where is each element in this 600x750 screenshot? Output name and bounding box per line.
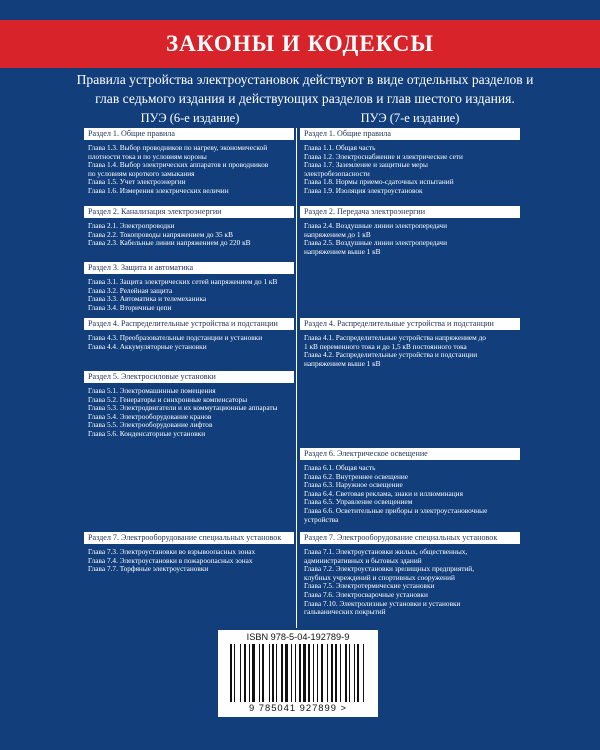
chapter-line: Глава 5.6. Конденсаторные установки bbox=[88, 428, 206, 438]
column-divider bbox=[296, 128, 297, 628]
chapter-line: Глава 3.3. Автоматика и телемеханика bbox=[88, 294, 207, 304]
section-title: Раздел 4. Распределительные устройства и подстанции bbox=[84, 318, 294, 330]
barcode-bar bbox=[299, 644, 301, 702]
chapter-line: Глава 1.7. Заземление и защитные меры bbox=[304, 160, 428, 170]
chapter-line: Глава 7.3. Электроустановки во взрывоопасных зонах bbox=[88, 547, 256, 556]
chapter-line: Глава 7.7. Торфяные электроустановки bbox=[88, 564, 209, 574]
chapter-line: Глава 5.3. Электродвигатели и их коммутационные аппараты bbox=[88, 403, 278, 413]
barcode-bar bbox=[303, 644, 306, 702]
barcode-gap bbox=[323, 644, 326, 702]
chapter-line: Глава 5.2. Генераторы и синхронные компенсаторы bbox=[88, 394, 248, 404]
section-title: Раздел 3. Защита и автоматика bbox=[84, 262, 294, 274]
chapter-line: Глава 7.6. Электросварочные установки bbox=[304, 589, 428, 599]
chapter-line: Глава 1.3. Выбор проводников по нагреву, экономической bbox=[88, 143, 268, 152]
chapter-line: устройства bbox=[304, 514, 339, 524]
barcode-bar bbox=[285, 644, 288, 702]
chapter-list bbox=[84, 140, 294, 196]
barcode-bar bbox=[262, 644, 264, 702]
left-section-2 bbox=[84, 206, 294, 248]
barcode-gap bbox=[242, 644, 244, 702]
chapter-line: Глава 2.1. Электропроводки bbox=[88, 221, 175, 230]
chapter-line: Глава 2.5. Воздушные линии электропередачи bbox=[304, 238, 448, 248]
chapter-line: Глава 6.1. Общая часть bbox=[304, 463, 376, 472]
chapter-list bbox=[84, 330, 294, 351]
barcode-gap bbox=[315, 644, 317, 702]
chapter-line: напряжением выше 1 кВ bbox=[304, 358, 381, 368]
barcode-bar bbox=[357, 644, 359, 702]
chapter-line: Глава 7.2. Электроустановки зрелищных предприятий, bbox=[304, 564, 475, 574]
isbn-label: ISBN 978-5-04-192789-9 bbox=[246, 632, 350, 642]
section-title: Раздел 5. Электросиловые установки bbox=[84, 371, 294, 383]
chapter-line: Глава 2.2. Токопроводы напряжением до 35 кВ bbox=[88, 229, 233, 239]
section-title: Раздел 1. Общие правила bbox=[300, 128, 520, 140]
chapter-line: электробезопасности bbox=[304, 168, 370, 178]
chapter-line: Глава 4.4. Аккумуляторные установки bbox=[88, 341, 207, 351]
barcode-bar bbox=[252, 644, 255, 702]
series-banner bbox=[0, 20, 600, 68]
series-title: ЗАКОНЫ И КОДЕКСЫ bbox=[166, 31, 434, 56]
left-section-3 bbox=[84, 262, 294, 312]
left-section-5 bbox=[84, 371, 294, 439]
chapter-line: Глава 1.6. Измерения электрических величин bbox=[88, 185, 229, 195]
right-section-4 bbox=[300, 318, 520, 368]
section-title: Раздел 7. Электрооборудование специальных установок bbox=[300, 532, 520, 544]
chapter-line: Глава 4.1. Распределительные устройства напряжением до bbox=[304, 333, 486, 342]
chapter-line: клубных учреждений и спортивных сооружений bbox=[304, 572, 455, 582]
barcode-gap bbox=[236, 644, 239, 702]
intro-text: Правила устройства электроустановок действуют в виде отдельных разделов и глав седьмого издания и действующих разделов и глав шестого издания. bbox=[76, 72, 534, 106]
chapter-line: плотности тока и по условиям короны bbox=[88, 151, 207, 161]
right-section-2 bbox=[300, 206, 520, 256]
chapter-line: Глава 6.3. Наружное освещение bbox=[304, 480, 403, 490]
isbn-barcode-box bbox=[218, 630, 378, 717]
barcode-gap bbox=[341, 644, 344, 702]
chapter-line: Глава 6.6. Осветительные приборы и электроустановочные bbox=[304, 505, 488, 515]
chapter-list bbox=[84, 218, 294, 248]
barcode-digits: 9 785041 927899 > bbox=[248, 702, 348, 713]
chapter-line: Глава 3.4. Вторичные цепи bbox=[88, 302, 172, 312]
chapter-line: Глава 1.5. Учет электроэнергии bbox=[88, 177, 186, 187]
chapter-list bbox=[300, 544, 520, 617]
chapter-line: Глава 4.2. Распределительные устройства и подстанции bbox=[304, 350, 478, 360]
chapter-line: Глава 7.5. Электротермические установки bbox=[304, 581, 435, 591]
chapter-line: Глава 2.3. Кабельные линии напряжением до 220 кВ bbox=[88, 238, 251, 248]
chapter-line: 1 кВ переменного тока и до 1,5 кВ постоянного тока bbox=[304, 341, 467, 351]
chapter-line: Глава 5.1. Электромашинные помещения bbox=[88, 386, 216, 395]
chapter-line: Глава 6.4. Световая реклама, знаки и иллюминация bbox=[304, 488, 463, 498]
chapter-line: Глава 1.1. Общая часть bbox=[304, 143, 376, 152]
barcode-bar bbox=[308, 644, 310, 702]
right-section-7 bbox=[300, 532, 520, 617]
chapter-line: гальванических покрытий bbox=[304, 607, 386, 617]
chapter-line: Глава 5.5. Электрооборудование лифтов bbox=[88, 420, 213, 430]
barcode-gap bbox=[265, 644, 268, 702]
chapter-line: Глава 6.2. Внутреннее освещение bbox=[304, 471, 409, 481]
chapter-line: Глава 1.9. Изоляция электроустановок bbox=[304, 185, 423, 195]
chapter-line: административных и бытовых зданий bbox=[304, 555, 422, 565]
left-section-1 bbox=[84, 128, 294, 196]
barcode-bar bbox=[244, 644, 246, 702]
chapter-list bbox=[300, 140, 520, 196]
barcode-bar bbox=[331, 644, 333, 702]
chapter-line: Глава 2.4. Воздушные линии электропередачи bbox=[304, 221, 448, 230]
right-section-1 bbox=[300, 128, 520, 196]
section-title: Раздел 2. Канализация электроэнергии bbox=[84, 206, 294, 218]
section-title: Раздел 6. Электрическое освещение bbox=[300, 448, 520, 460]
chapter-list bbox=[84, 544, 294, 574]
barcode-bar bbox=[321, 644, 323, 702]
chapter-list bbox=[300, 330, 520, 368]
barcode-bar bbox=[230, 644, 232, 702]
chapter-line: Глава 6.5. Управление освещением bbox=[304, 497, 413, 507]
section-title: Раздел 4. Распределительные устройства и подстанции bbox=[300, 318, 520, 330]
right-section-6 bbox=[300, 448, 520, 524]
chapter-list bbox=[84, 274, 294, 312]
chapter-line: по условиям короткого замыкания bbox=[88, 168, 195, 178]
barcode-gap bbox=[278, 644, 280, 702]
section-title: Раздел 1. Общие правила bbox=[84, 128, 294, 140]
section-title: Раздел 7. Электрооборудование специальных установок bbox=[84, 532, 294, 544]
chapter-line: Глава 1.8. Нормы приемо-сдаточных испытаний bbox=[304, 177, 454, 187]
chapter-line: Глава 7.4. Электроустановки в пожароопасных зонах bbox=[88, 555, 253, 565]
chapter-line: Глава 3.2. Релейная защита bbox=[88, 285, 173, 295]
barcode-bar bbox=[345, 644, 347, 702]
column-heading-6th-edition: ПУЭ (6-е издание) bbox=[140, 111, 240, 125]
barcode-bar bbox=[335, 644, 337, 702]
chapter-list bbox=[300, 218, 520, 256]
barcode-gap bbox=[292, 644, 294, 702]
section-title: Раздел 2. Передача электроэнергии bbox=[300, 206, 520, 218]
barcode-image bbox=[230, 644, 366, 702]
chapter-line: Глава 7.1. Электроустановки жилых, общественных, bbox=[304, 547, 468, 556]
barcode-bar bbox=[281, 644, 283, 702]
chapter-line: Глава 7.10. Электролизные установки и установки bbox=[304, 598, 461, 608]
column-heading-7th-edition: ПУЭ (7-е издание) bbox=[360, 111, 460, 125]
barcode-gap bbox=[360, 644, 362, 702]
left-section-7 bbox=[84, 532, 294, 574]
chapter-line: Глава 5.4. Электрооборудование кранов bbox=[88, 411, 212, 421]
chapter-line: Глава 1.4. Выбор электрических аппаратов и проводников bbox=[88, 160, 269, 170]
barcode-bar bbox=[272, 644, 274, 702]
barcode-gap bbox=[351, 644, 353, 702]
chapter-line: напряжением до 1 кВ bbox=[304, 229, 371, 239]
chapter-line: напряжением выше 1 кВ bbox=[304, 246, 381, 256]
chapter-list bbox=[84, 383, 294, 439]
barcode-gap bbox=[364, 644, 365, 702]
chapter-line: Глава 4.3. Преобразовательные подстанции и установки bbox=[88, 333, 263, 342]
barcode-gap bbox=[256, 644, 258, 702]
chapter-line: Глава 3.1. Защита электрических сетей напряжением до 1 кВ bbox=[88, 277, 278, 286]
left-section-4 bbox=[84, 318, 294, 351]
chapter-list bbox=[300, 460, 520, 524]
chapter-line: Глава 1.2. Электроснабжение и электрические сети bbox=[304, 151, 463, 161]
